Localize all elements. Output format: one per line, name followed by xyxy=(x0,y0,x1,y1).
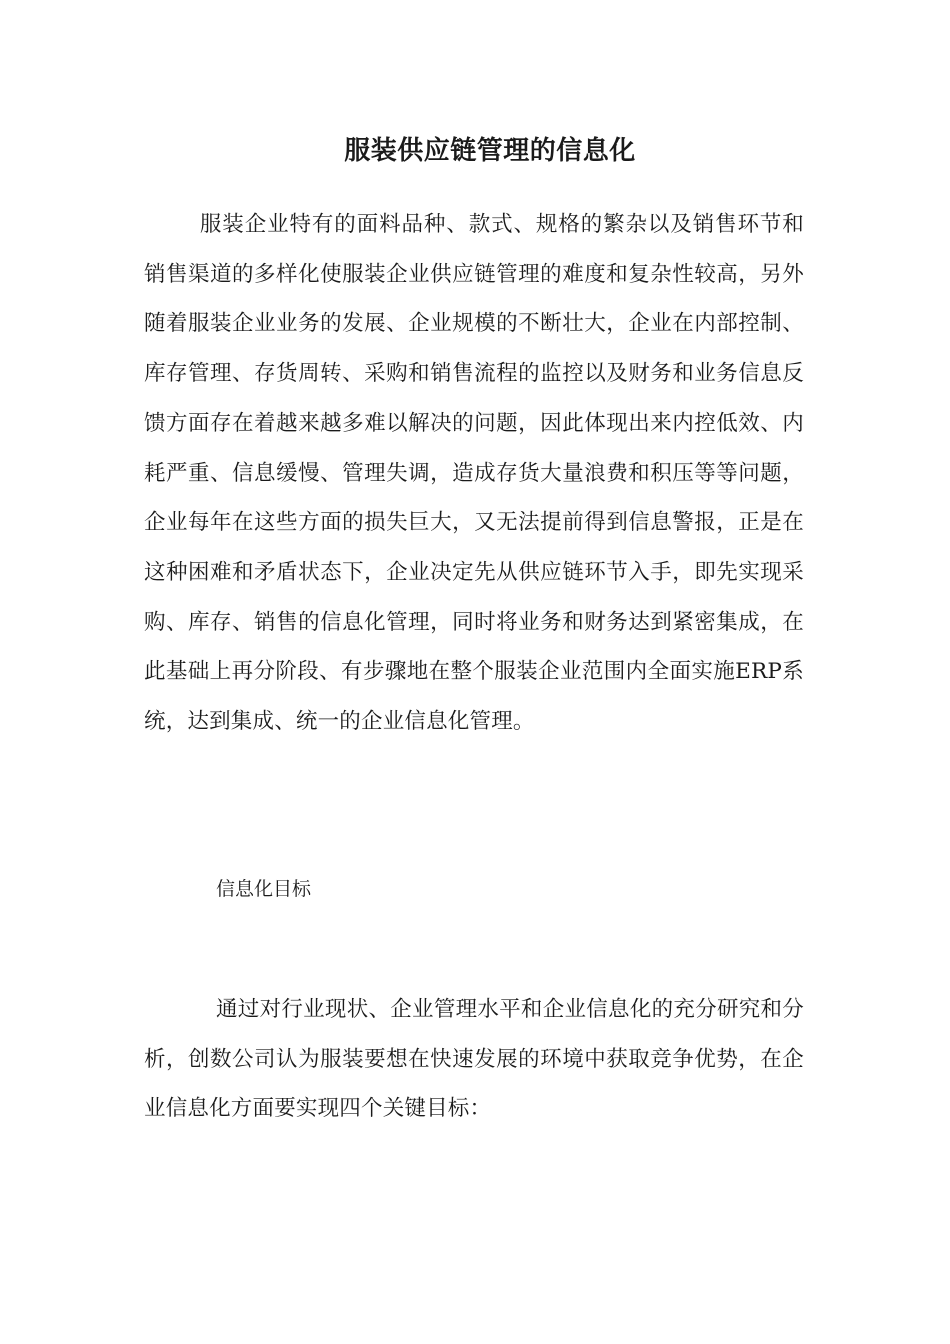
document-title: 服装供应链管理的信息化 xyxy=(344,136,636,166)
body-paragraph-2: 通过对行业现状、企业管理水平和企业信息化的充分研究和分析，创数公司认为服装要想在快速发展的环境中获取竞争优势，在企业信息化方面要实现四个关键目标： xyxy=(144,997,804,1122)
body-paragraph-1: 服装企业特有的面料品种、款式、规格的繁杂以及销售环节和销售渠道的多样化使服装企业供应链管理的难度和复杂性较高，另外随着服装企业业务的发展、企业规模的不断壮大，企业在内部控制、库存管理、存货周转、采购和销售流程的监控以及财务和业务信息反馈方面存在着越来越多难以解决的问题，因此体现出来内控低效、内耗严重、信息缓慢、管理失调，造成存货大量浪费和积压等等问题，企业每年在这些方面的损失巨大，又无法提前得到信息警报，正是在这种困难和矛盾状态下，企业决定先从供应链环节入手，即先实现采购、库存、销售的信息化管理，同时将业务和财务达到紧密集成，在此基础上再分阶段、有步骤地在整个服装企业范围内全面实施ERP系统，达到集成、统一的企业信息化管理。 xyxy=(144,212,804,735)
section-heading: 信息化目标 xyxy=(216,878,312,900)
